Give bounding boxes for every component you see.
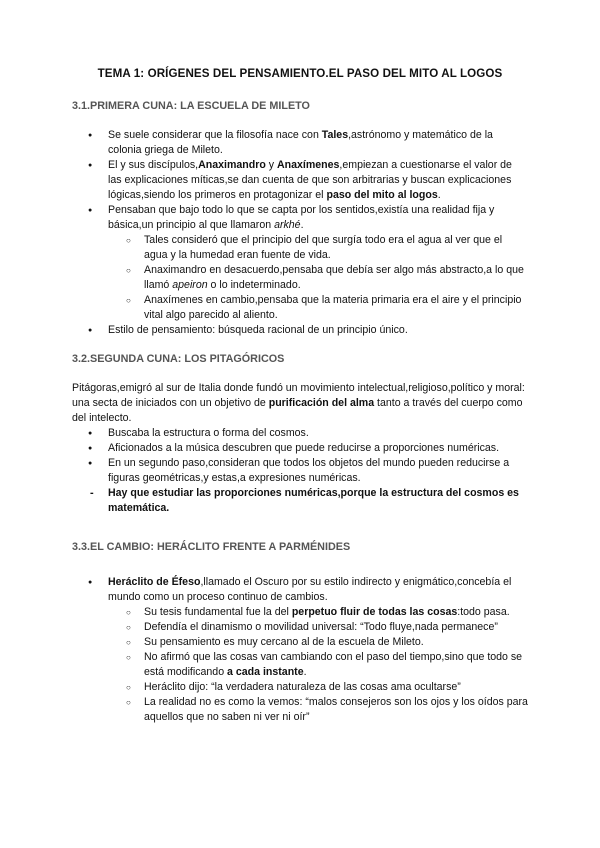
sub-list-item: ○ Su tesis fundamental fue la del perpetuo fluir de todas las cosas:todo pasa. — [108, 605, 528, 620]
sub-list-item: ○ Anaximandro en desacuerdo,pensaba que debía ser algo más abstracto,a lo que llamó apeiron o lo indeterminado. — [108, 263, 528, 293]
section-heading-mileto: 3.1.PRIMERA CUNA: LA ESCUELA DE MILETO — [72, 100, 310, 112]
sub-list-item: ○ La realidad no es como la vemos: “malos consejeros son los ojos y los oídos para aquellos que no saben ni ver ni oír” — [108, 695, 528, 725]
sub-list-item: ○ Tales consideró que el principio del que surgía todo era el agua al ver que el agua y la humedad eran fuente de vida. — [108, 233, 528, 263]
mileto-list — [72, 128, 528, 338]
page-title: TEMA 1: ORÍGENES DEL PENSAMIENTO.EL PASO DEL MITO AL LOGOS — [97, 67, 503, 80]
dash-list-item: - Hay que estudiar las proporciones numéricas,porque la estructura del cosmos es matemática. — [72, 486, 528, 516]
list-item: ● El y sus discípulos,Anaximandro y Anaxímenes,empiezan a cuestionarse el valor de las explicaciones míticas,se dan cuenta de que son arbitrarias y buscan explicaciones lógicas,siendo los primeros en protagonizar el paso del mito al logos. — [72, 158, 528, 203]
list-item: ● Aficionados a la música descubren que puede reducirse a proporciones numéricas. — [72, 441, 528, 456]
list-item: ● Estilo de pensamiento: búsqueda racional de un principio único. — [72, 323, 528, 338]
heraclito-list — [72, 575, 528, 725]
list-item: ● Se suele considerar que la filosofía nace con Tales,astrónomo y matemático de la colonia griega de Mileto. — [72, 128, 528, 158]
sub-list-item: ○ Defendía el dinamismo o movilidad universal: “Todo fluye,nada permanece” — [108, 620, 528, 635]
sub-list-item: ○ Su pensamiento es muy cercano al de la escuela de Mileto. — [108, 635, 528, 650]
pitagoricos-list — [72, 426, 528, 516]
list-item: ● Heráclito de Éfeso,llamado el Oscuro por su estilo indirecto y enigmático,concebía el mundo como un proceso continuo de cambios. ○ Su tesis fundamental fue la del perpetuo fluir de todas las cosas:todo pasa. ○ Defendía el dinamismo o movilidad universal: “Todo fluye,nada permanece” ○ Su pensamiento es muy cercano al de la escuela de Mileto. ○ No afirmó que las cosas van cambiando con el paso del tiempo,sino que todo se está modificando a cada instante. ○ Heráclito dijo: “la verdadera naturaleza de las cosas ama ocultarse” ○ La realidad no es como la vemos: “malos consejeros son los ojos y los oídos para aquellos que no saben ni ver ni oír” — [72, 575, 528, 725]
list-item: ● Pensaban que bajo todo lo que se capta por los sentidos,existía una realidad fija y básica,un principio al que llamaron arkhé. ○ Tales consideró que el principio del que surgía todo era el agua al ver que el agua y la humedad eran fuente de vida. ○ Anaximandro en desacuerdo,pensaba que debía ser algo más abstracto,a lo que llamó apeiron o lo indeterminado. ○ Anaxímenes en cambio,pensaba que la materia primaria era el aire y el principio vital algo parecido al aliento. — [72, 203, 528, 323]
sub-list-item: ○ No afirmó que las cosas van cambiando con el paso del tiempo,sino que todo se está modificando a cada instante. — [108, 650, 528, 680]
sub-list-item: ○ Anaxímenes en cambio,pensaba que la materia primaria era el aire y el principio vital algo parecido al aliento. — [108, 293, 528, 323]
sublist — [108, 605, 528, 725]
list-item: ● En un segundo paso,consideran que todos los objetos del mundo pueden reducirse a figuras geométricas,y estas,a expresiones numéricas. — [72, 456, 528, 486]
section-heading-pitagoricos: 3.2.SEGUNDA CUNA: LOS PITAGÓRICOS — [72, 353, 285, 365]
list-item: ● Buscaba la estructura o forma del cosmos. — [72, 426, 528, 441]
paragraph-pitagoras: Pitágoras,emigró al sur de Italia donde fundó un movimiento intelectual,religioso,político y moral: una secta de iniciados con un objetivo de purificación del alma tanto a través del cuerpo como del intelecto. — [72, 382, 525, 424]
section-heading-heraclito: 3.3.EL CAMBIO: HERÁCLITO FRENTE A PARMÉNIDES — [72, 541, 351, 553]
sublist — [108, 233, 528, 323]
sub-list-item: ○ Heráclito dijo: “la verdadera naturaleza de las cosas ama ocultarse” — [108, 680, 528, 695]
